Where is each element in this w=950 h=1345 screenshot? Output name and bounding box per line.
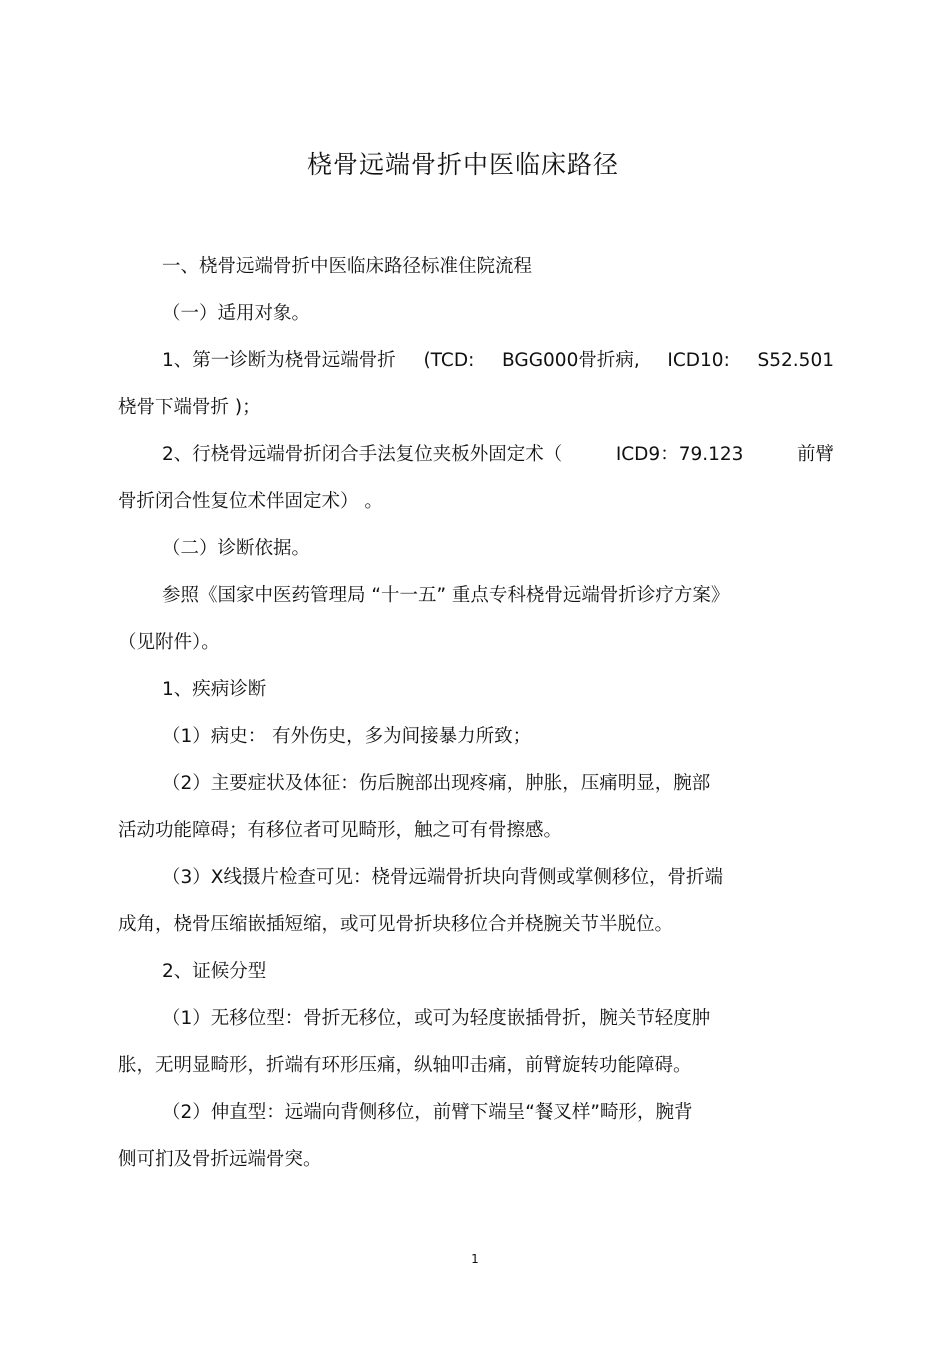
paragraph-line — [118, 337, 834, 384]
text-segment: 前臂 — [796, 444, 834, 465]
item-heading-syndrome-type: 2、证候分型 — [162, 961, 267, 982]
subsection-heading-applicable: （一）适用对象。 — [162, 303, 311, 324]
text-segment: 1、第一诊断为桡骨远端骨折 — [162, 350, 396, 371]
paragraph-line: （2）伸直型：远端向背侧移位，前臂下端呈“餐叉样”畸形，腕背 — [162, 1102, 693, 1123]
paragraph-line: 活动功能障碍；有移位者可见畸形，触之可有骨擦感。 — [118, 820, 563, 841]
paragraph-line: （3）X线摄片检查可见：桡骨远端骨折块向背侧或掌侧移位，骨折端 — [162, 867, 723, 888]
text-segment: ICD10: — [667, 350, 730, 371]
document-body — [118, 243, 834, 1183]
text-segment: BGG000骨折病, — [502, 350, 640, 371]
document-title: 桡骨远端骨折中医临床路径 — [306, 150, 619, 179]
paragraph-line: 胀，无明显畸形，折端有环形压痛，纵轴叩击痛，前臂旋转功能障碍。 — [118, 1055, 692, 1076]
paragraph-line: （2）主要症状及体征：伤后腕部出现疼痛，肿胀，压痛明显，腕部 — [162, 773, 711, 794]
item-heading-disease-diagnosis: 1、疾病诊断 — [162, 679, 267, 700]
text-segment: ICD9：79.123 — [615, 444, 744, 465]
text-segment: 2、行桡骨远端骨折闭合手法复位夹板外固定术（ — [162, 444, 563, 465]
paragraph-line: 桡骨下端骨折 )； — [118, 397, 261, 418]
page-number: 1 — [471, 1252, 479, 1266]
text-segment: S52.501 — [757, 350, 834, 371]
paragraph-line: （1）无移位型：骨折无移位，或可为轻度嵌插骨折，腕关节轻度肿 — [162, 1008, 711, 1029]
text-segment: (TCD: — [423, 350, 475, 371]
paragraph-line: 参照《国家中医药管理局 “十一五” 重点专科桡骨远端骨折诊疗方案》 — [162, 585, 730, 606]
paragraph-line: 成角，桡骨压缩嵌插短缩，或可见骨折块移位合并桡腕关节半脱位。 — [118, 914, 674, 935]
section-heading-1: 一、桡骨远端骨折中医临床路径标准住院流程 — [162, 256, 533, 277]
paragraph-line: （1）病史： 有外伤史，多为间接暴力所致； — [162, 726, 532, 747]
paragraph-line — [118, 431, 834, 478]
paragraph-line: 骨折闭合性复位术伴固定术） 。 — [118, 491, 383, 512]
subsection-heading-diagnosis: （二）诊断依据。 — [162, 538, 311, 559]
paragraph-line: 侧可扪及骨折远端骨突。 — [118, 1149, 322, 1170]
paragraph-line: （见附件）。 — [118, 632, 220, 653]
